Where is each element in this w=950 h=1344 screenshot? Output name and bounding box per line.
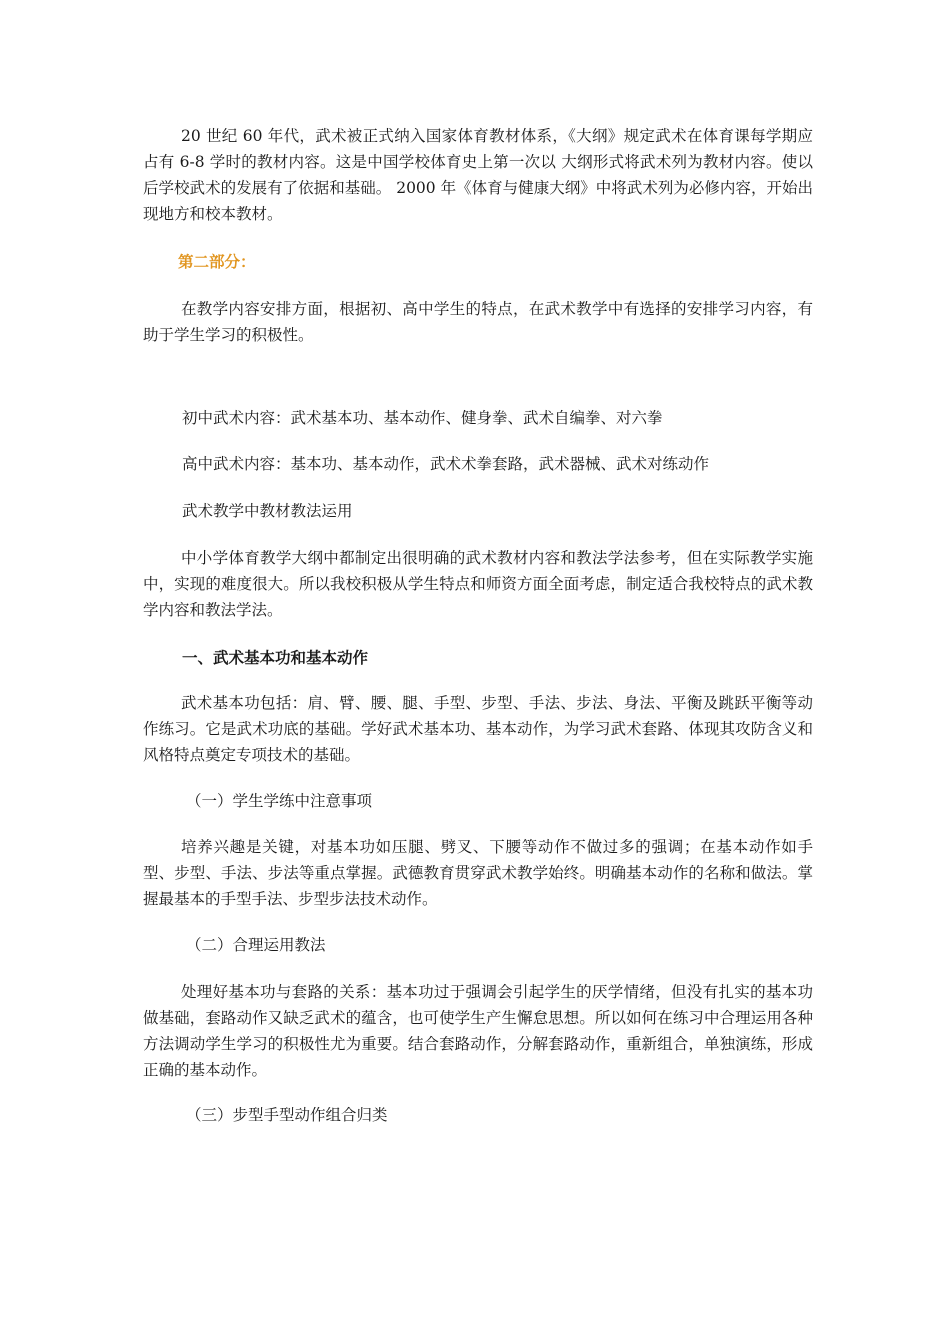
paragraph-content-arrangement: 在教学内容安排方面，根据初、高中学生的特点，在武术教学中有选择的安排学习内容，有助于学生学习的积极性。 xyxy=(143,300,813,344)
subheading-precautions: （一）学生学练中注意事项 xyxy=(186,792,373,810)
paragraph-senior-content: 高中武术内容：基本功、基本动作，武术术拳套路，武术器械、武术对练动作 xyxy=(182,455,710,473)
section-two-heading: 第二部分： xyxy=(178,252,256,271)
subheading-teaching-methods: （二）合理运用教法 xyxy=(186,936,326,954)
paragraph-teaching-method-title: 武术教学中教材教法运用 xyxy=(182,502,353,520)
subheading-combinations: （三）步型手型动作组合归类 xyxy=(186,1106,388,1124)
paragraph-syllabus: 中小学体育教学大纲中都制定出很明确的武术教材内容和教法学法参考，但在实际教学实施中，实现的难度很大。所以我校积极从学生特点和师资方面全面考虑，制定适合我校特点的武术教学内容和教法学法。 xyxy=(143,549,813,619)
paragraph-junior-content: 初中武术内容：武术基本功、基本动作、健身拳、武术自编拳、对六拳 xyxy=(182,409,663,427)
paragraph-history: 20 世纪 60 年代，武术被正式纳入国家体育教材体系，《大纲》规定武术在体育课每学期应占有 6-8 学时的教材内容。这是中国学校体育史上第一次以 大纲形式将武术列为教材内容。使以后学校武术的发展有了依据和基础。 2000 年《体育与健康大纲》中将武术列为必修内容，开始出现地方和校本教材。 xyxy=(143,127,813,223)
paragraph-teaching-methods: 处理好基本功与套路的关系：基本功过于强调会引起学生的厌学情绪，但没有扎实的基本功做基础，套路动作又缺乏武术的蕴含，也可使学生产生懈怠思想。所以如何在练习中合理运用各种方法调动学生学习的积极性尤为重要。结合套路动作，分解套路动作，重新组合，单独演练，形成正确的基本动作。 xyxy=(143,983,813,1079)
paragraph-basic-skills: 武术基本功包括：肩、臂、腰、腿、手型、步型、手法、步法、身法、平衡及跳跃平衡等动作练习。它是武术功底的基础。学好武术基本功、基本动作，为学习武术套路、体现其攻防含义和风格特点奠定专项技术的基础。 xyxy=(143,694,813,764)
heading-basic-skills: 一、武术基本功和基本动作 xyxy=(182,648,369,667)
paragraph-precautions: 培养兴趣是关键，对基本功如压腿、劈叉、下腰等动作不做过多的强调；在基本动作如手型、步型、手法、步法等重点掌握。武德教育贯穿武术教学始终。明确基本动作的名称和做法。掌握最基本的手型手法、步型步法技术动作。 xyxy=(143,838,813,908)
